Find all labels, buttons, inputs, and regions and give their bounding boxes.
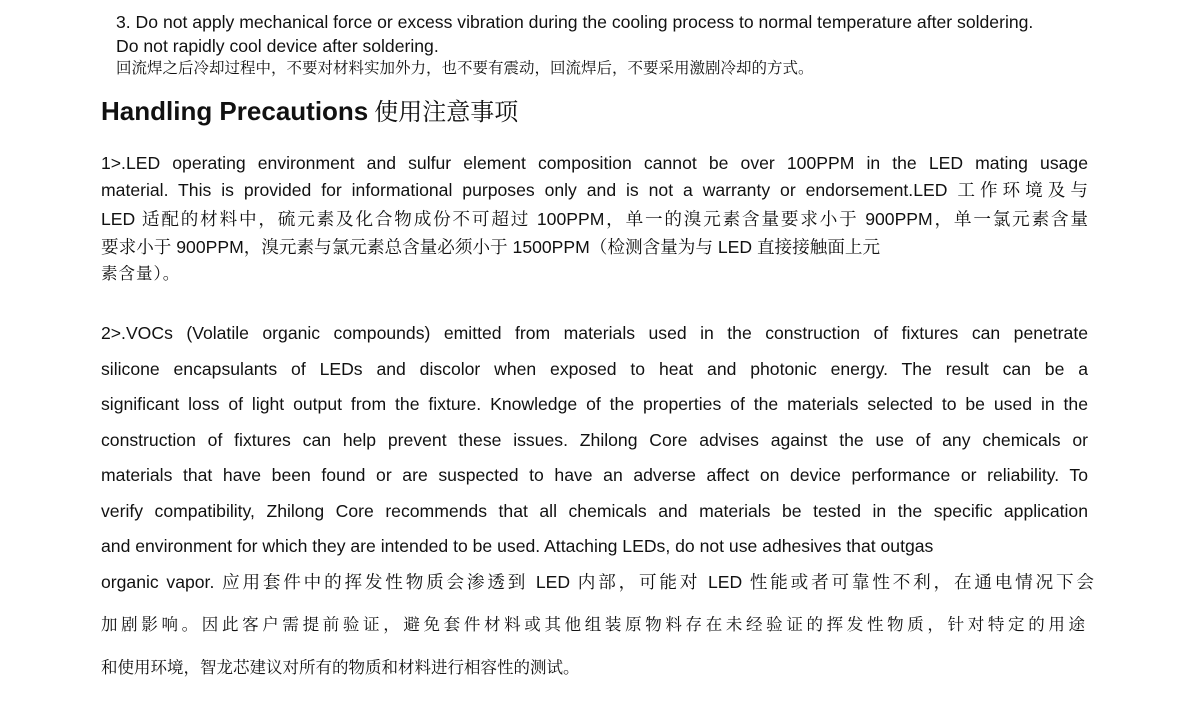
- item1-line-2: material. This is provided for informational purposes only and is not a warranty or endorsement.LED 工作环境及与: [101, 180, 1088, 200]
- item1-line-4: 要求小于 900PPM，溴元素与氯元素总含量必须小于 1500PPM（检测含量为与 LED 直接接触面上元: [101, 237, 881, 257]
- item2-line-4: construction of fixtures can help prevent these issues. Zhilong Core advises against the use of any chemicals or: [101, 430, 1088, 450]
- item1-line-1: 1>.LED operating environment and sulfur element composition cannot be over 100PPM in the LED mating usage: [101, 153, 1088, 173]
- item2-line-8: organic vapor. 应用套件中的挥发性物质会渗透到 LED 内部，可能对 LED 性能或者可靠性不利，在通电情况下会: [101, 572, 1094, 592]
- cooling-note-line-3-cn: 回流焊之后冷却过程中，不要对材料实加外力，也不要有震动，回流焊后，不要采用激剧冷却的方式。: [116, 59, 814, 77]
- cooling-note-line-1: 3. Do not apply mechanical force or excess vibration during the cooling process to normal temperature after soldering.: [116, 12, 1034, 32]
- item2-line-5: materials that have been found or are suspected to have an adverse affect on device performance or reliability. To: [101, 465, 1088, 485]
- section-heading-en: Handling Precautions: [101, 96, 369, 126]
- item2-line-2: silicone encapsulants of LEDs and discolor when exposed to heat and photonic energy. The result can be a: [101, 359, 1088, 379]
- item2-line-7: and environment for which they are intended to be used. Attaching LEDs, do not use adhesives that outgas: [101, 536, 934, 556]
- item2-line-1: 2>.VOCs (Volatile organic compounds) emitted from materials used in the construction of fixtures can penetrate: [101, 323, 1088, 343]
- item1-line-5: 素含量）。: [101, 264, 181, 283]
- section-heading-cn: 使用注意事项: [374, 98, 519, 126]
- section-heading: [101, 94, 518, 128]
- item2-line-10: 和使用环境，智龙芯建议对所有的物质和材料进行相容性的测试。: [101, 658, 580, 677]
- item2-line-3: significant loss of light output from the fixture. Knowledge of the properties of the materials selected to be used in the: [101, 394, 1088, 414]
- item2-line-9: 加剧影响。因此客户需提前验证，避免套件材料或其他组装原物料存在未经验证的挥发性物质，针对特定的用途: [101, 615, 1085, 634]
- item1-line-3: LED 适配的材料中，硫元素及化合物成份不可超过 100PPM，单一的溴元素含量要求小于 900PPM，单一氯元素含量: [101, 209, 1088, 229]
- item2-line-6: verify compatibility, Zhilong Core recommends that all chemicals and materials be tested in the specific application: [101, 501, 1088, 521]
- cooling-note-line-2: Do not rapidly cool device after soldering.: [116, 36, 439, 56]
